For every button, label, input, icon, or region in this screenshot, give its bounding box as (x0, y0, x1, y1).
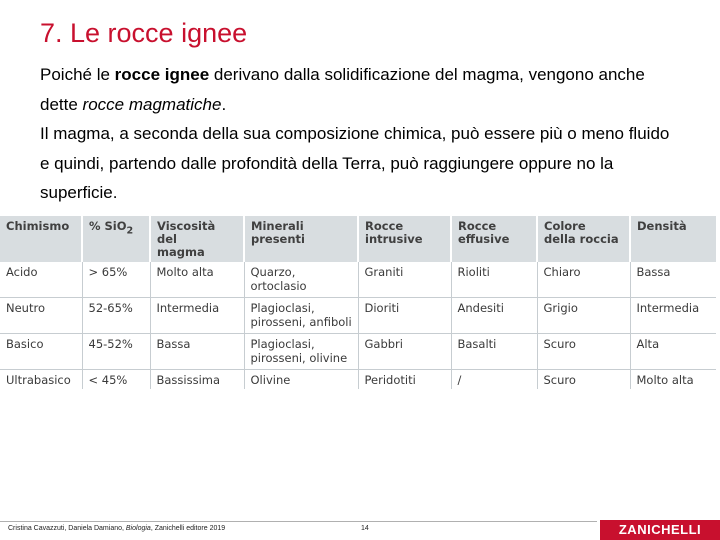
cell-intrusive: Peridotiti (358, 370, 451, 390)
cell-densita: Alta (630, 334, 716, 370)
table-row (0, 370, 716, 390)
cell-chimismo: Neutro (0, 298, 82, 334)
zanichelli-logo: ZANICHELLI (600, 520, 720, 540)
cell-minerali: Plagioclasi, pirosseni, olivine (244, 334, 358, 370)
page-number: 14 (361, 525, 369, 532)
footer-credit: Cristina Cavazzuti, Daniela Damiano, Biologia, Zanichelli editore 2019 (8, 525, 226, 532)
cell-intrusive: Dioriti (358, 298, 451, 334)
cell-viscosita: Intermedia (150, 298, 244, 334)
cell-effusive: Andesiti (451, 298, 537, 334)
table-row (0, 262, 716, 298)
header-chimismo: Chimismo (0, 216, 82, 262)
cell-viscosita: Bassa (150, 334, 244, 370)
term-rocce-ignee: rocce ignee (114, 65, 210, 84)
cell-densita: Molto alta (636, 373, 694, 387)
paragraph-2: Il magma, a seconda della sua composizione chimica, può essere più o meno fluido e quindi, partendo dalle profondità della Terra, può raggiungere oppure no la superficie. (40, 124, 670, 203)
cell-chimismo: Basico (0, 334, 82, 370)
term-rocce-magmatiche: rocce magmatiche (82, 94, 222, 114)
paragraph-1-part-e: . (221, 94, 227, 114)
table-row (0, 334, 716, 370)
cell-viscosita: Molto alta (150, 262, 244, 298)
cell-minerali: Quarzo, ortoclasio (244, 262, 358, 298)
table-row (0, 298, 716, 334)
footer-divider (0, 521, 597, 522)
paragraph-1 (40, 60, 680, 119)
cell-colore: Scuro (537, 334, 630, 370)
cell-minerali: Olivine (244, 370, 358, 390)
cell-sio2: 52-65% (82, 298, 150, 334)
table-header-row (0, 216, 716, 262)
cell-minerali: Plagioclasi, pirosseni, anfiboli (244, 298, 358, 334)
igneous-rocks-table (0, 216, 716, 389)
cell-intrusive: Gabbri (358, 334, 451, 370)
cell-chimismo: Acido (0, 262, 82, 298)
slide-body (40, 60, 680, 208)
cell-sio2: < 45% (82, 370, 150, 390)
cell-effusive: Basalti (451, 334, 537, 370)
cell-densita: Bassa (630, 262, 716, 298)
cell-chimismo: Ultrabasico (0, 370, 82, 390)
cell-sio2: 45-52% (82, 334, 150, 370)
cell-intrusive: Graniti (358, 262, 451, 298)
cell-colore: Grigio (537, 298, 630, 334)
header-minerali: Minerali presenti (244, 216, 358, 262)
paragraph-1-part-c: derivano dalla solidificazione del magma, vengono anche dette (40, 65, 645, 114)
cell-viscosita: Bassissima (150, 370, 244, 390)
cell-effusive: Rioliti (451, 262, 537, 298)
cell-colore: Scuro (537, 370, 630, 390)
slide-title: 7. Le rocce ignee (40, 18, 248, 48)
header-viscosita: Viscosità del magma (150, 216, 244, 262)
header-rocce-intrusive: Rocce intrusive (358, 216, 451, 262)
cell-effusive: / (451, 370, 537, 390)
header-densita: Densità (630, 216, 716, 262)
header-colore: Colore della roccia (537, 216, 630, 262)
cell-densita: Intermedia (630, 298, 716, 334)
header-sio2: % SiO$_2$ (82, 216, 150, 262)
cell-colore: Chiaro (537, 262, 630, 298)
header-rocce-effusive: Rocce effusive (451, 216, 537, 262)
paragraph-1-part-a: Poiché le (40, 65, 115, 84)
cell-sio2: > 65% (82, 262, 150, 298)
